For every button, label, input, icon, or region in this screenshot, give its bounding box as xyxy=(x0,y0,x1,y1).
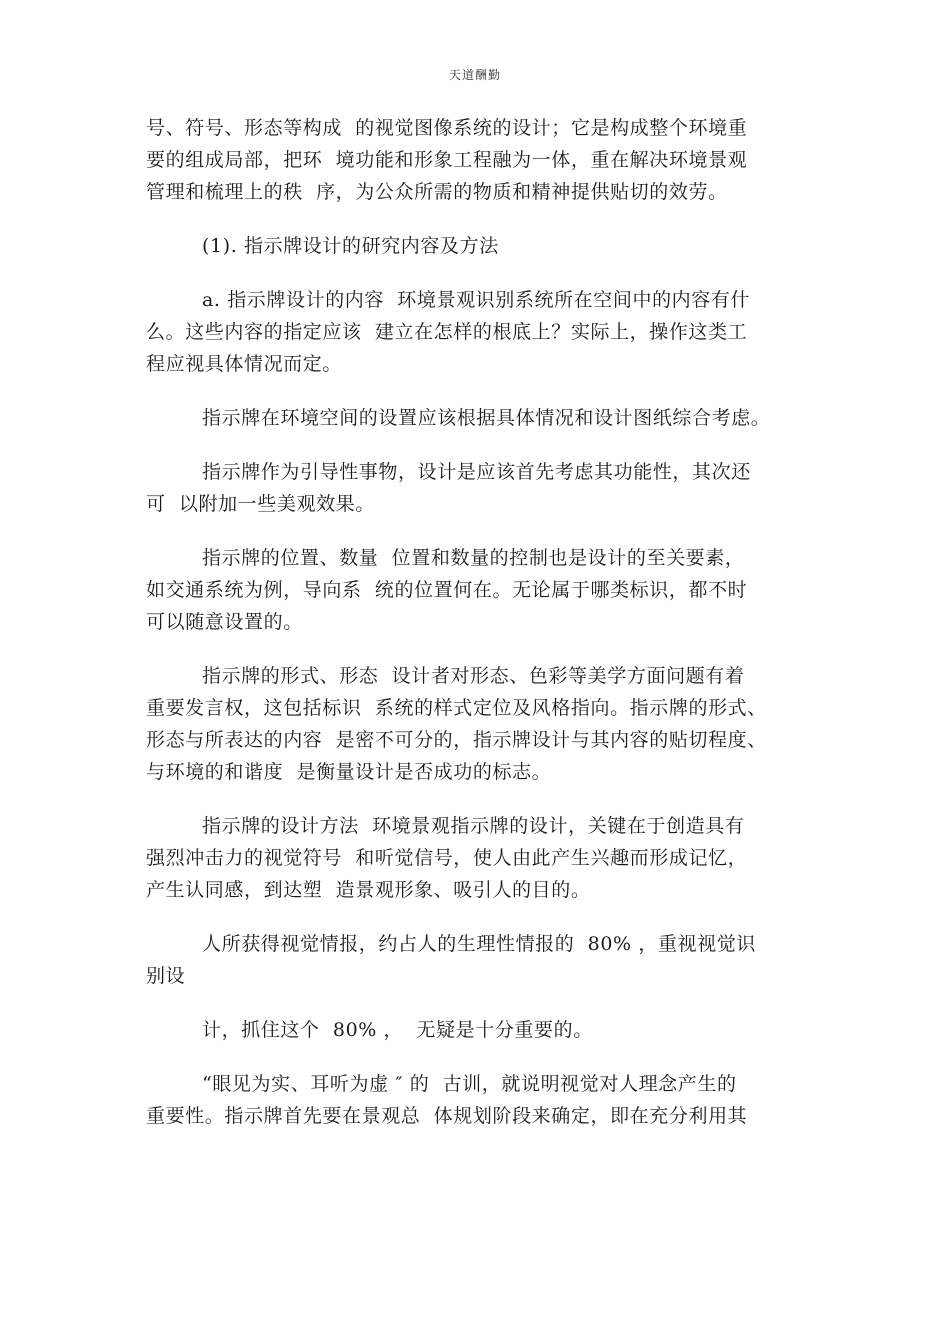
text-line: 指示牌的设计方法 环境景观指示牌的设计，关键在于创造具有 xyxy=(202,815,745,837)
text-line: 重要性。指示牌首先要在景观总 体规划阶段来确定，即在充分利用其 xyxy=(146,1105,748,1127)
text-line: 号、符号、形态等构成 的视觉图像系统的设计；它是构成整个环境重 xyxy=(146,117,748,139)
text-line: 指示牌作为引导性事物，设计是应该首先考虑其功能性，其次还 xyxy=(202,461,751,483)
paragraph-content xyxy=(146,284,826,380)
text-line: 程应视具体情况而定。 xyxy=(146,353,343,375)
paragraph-1 xyxy=(146,112,826,208)
text-line: 要的组成局部，把环 境功能和形象工程融为一体，重在解决环境景观 xyxy=(146,149,748,171)
text-line: 指示牌在环境空间的设置应该根据具体情况和设计图纸综合考虑。 xyxy=(202,407,771,429)
text-line: 别设 xyxy=(146,965,186,987)
text-line: 形态与所表达的内容 是密不可分的，指示牌设计与其内容的贴切程度、 xyxy=(146,729,767,751)
heading-text: (1). 指示牌设计的研究内容及方法 xyxy=(202,235,499,257)
paragraph-function xyxy=(146,456,826,520)
text-line: 重要发言权，这包括标识 系统的样式定位及风格指向。指示牌的形式、 xyxy=(146,697,767,719)
text-line: 可以随意设置的。 xyxy=(146,611,303,633)
paragraph-80-percent xyxy=(146,1014,826,1046)
text-line: 如交通系统为例，导向系 统的位置何在。无论属于哪类标识，都不时 xyxy=(146,579,748,601)
text-line: 么。这些内容的指定应该 建立在怎样的根底上？实际上，操作这类工 xyxy=(146,321,748,343)
text-line: a. 指示牌设计的内容 环境景观识别系统所在空间中的内容有什 xyxy=(202,289,751,311)
section-heading xyxy=(146,230,826,262)
text-line: “眼见为实、耳听为虚 ″ 的 古训，就说明视觉对人理念产生的 xyxy=(202,1073,737,1095)
document-body xyxy=(146,112,826,1154)
text-line: 指示牌的位置、数量 位置和数量的控制也是设计的至关要素， xyxy=(202,547,745,569)
text-line: 产生认同感，到达塑 造景观形象、吸引人的目的。 xyxy=(146,879,591,901)
text-line: 管理和梳理上的秩 序，为公众所需的物质和精神提供贴切的效劳。 xyxy=(146,181,728,203)
text-line: 可 以附加一些美观效果。 xyxy=(146,493,375,515)
text-line: 与环境的和谐度 是衡量设计是否成功的标志。 xyxy=(146,761,552,783)
text-line: 人所获得视觉情报，约占人的生理性情报的 80% ，重视视觉识 xyxy=(202,933,756,955)
text-line: 计，抓住这个 80% ， 无疑是十分重要的。 xyxy=(202,1019,593,1041)
paragraph-method xyxy=(146,810,826,906)
paragraph-form xyxy=(146,660,826,788)
paragraph-position xyxy=(146,542,826,638)
text-line: 指示牌的形式、形态 设计者对形态、色彩等美学方面问题有着 xyxy=(202,665,745,687)
paragraph-proverb xyxy=(146,1068,826,1132)
page-header: 天道酬勤 xyxy=(448,68,501,82)
paragraph-visual-info xyxy=(146,928,826,992)
text-line: 强烈冲击力的视觉符号 和听觉信号，使人由此产生兴趣而形成记忆， xyxy=(146,847,748,869)
paragraph-placement xyxy=(146,402,826,434)
